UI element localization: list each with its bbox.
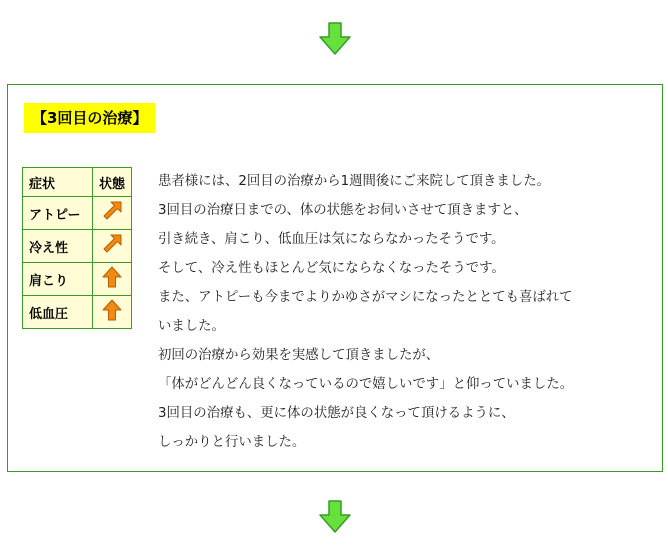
status-cell [93, 263, 132, 296]
symptom-label: 低血圧 [23, 296, 93, 329]
section-title: 【3回目の治療】 [24, 103, 155, 133]
treatment-section [7, 84, 663, 472]
arrow-up-icon [101, 266, 123, 288]
treatment-description [158, 167, 628, 457]
table-row [23, 263, 132, 296]
symptom-table [22, 167, 132, 329]
paragraph-line: 初回の治療から効果を実感して頂きましたが、 [158, 348, 440, 363]
header-status: 状態 [93, 168, 132, 197]
paragraph-line: また、アトピーも今までよりかゆさがマシになったととても喜ばれて [158, 290, 573, 305]
symptom-label: 肩こり [23, 263, 93, 296]
status-cell [93, 230, 132, 263]
arrow-up-icon [101, 299, 123, 321]
paragraph-line: 「体がどんどん良くなっているので嬉しいです」と仰っていました。 [158, 377, 574, 392]
paragraph-line: 患者様には、2回目の治療から1週間後にご来院して頂きました。 [158, 174, 550, 189]
paragraph-line: いました。 [158, 319, 225, 334]
paragraph-line: そして、冷え性もほとんど気にならなくなったそうです。 [158, 261, 505, 276]
symptom-label: 冷え性 [23, 230, 93, 263]
table-header-row [23, 168, 132, 197]
arrow-up-right-icon [101, 200, 123, 222]
header-symptom: 症状 [23, 168, 93, 197]
table-row [23, 296, 132, 329]
paragraph-line: 3回目の治療日までの、体の状態をお伺いさせて頂きますと、 [158, 203, 528, 218]
arrow-down-icon [318, 500, 352, 534]
status-cell [93, 197, 132, 230]
status-cell [93, 296, 132, 329]
arrow-down-icon [318, 22, 352, 56]
paragraph-line: 引き続き、肩こり、低血圧は気にならなかったそうです。 [158, 232, 505, 247]
arrow-up-right-icon [101, 233, 123, 255]
table-row [23, 197, 132, 230]
symptom-label: アトピー [23, 197, 93, 230]
table-row [23, 230, 132, 263]
paragraph-line: しっかりと行いました。 [158, 435, 306, 450]
paragraph-line: 3回目の治療も、更に体の状態が良くなって頂けるように、 [158, 406, 515, 421]
